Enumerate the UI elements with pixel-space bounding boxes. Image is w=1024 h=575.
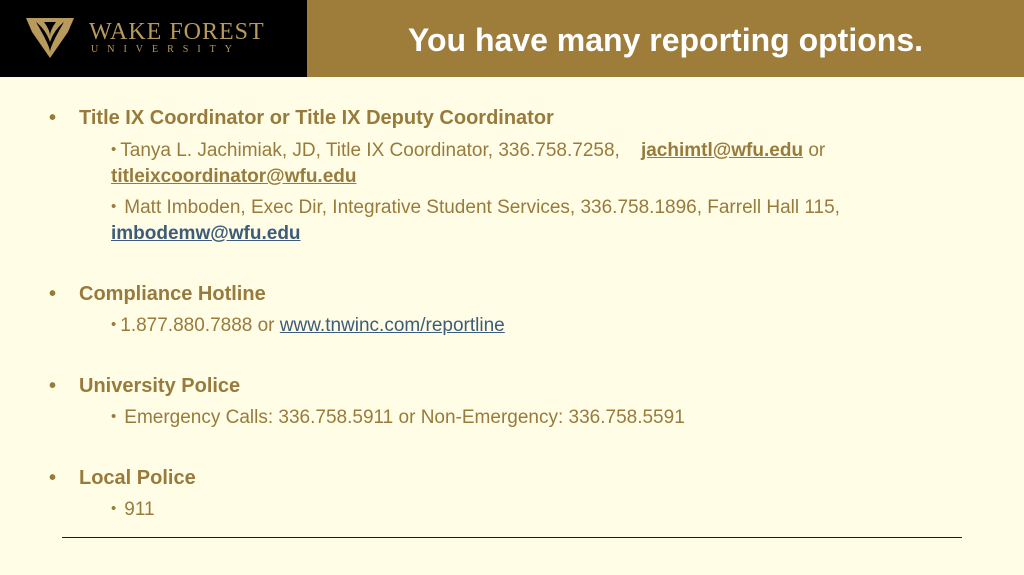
section-heading-local-police: • Local Police	[49, 467, 196, 489]
title-bar	[307, 0, 1024, 77]
email-link-imbodemw[interactable]: imbodemw@wfu.edu	[111, 223, 301, 244]
bullet-icon: •	[111, 408, 117, 425]
logo-wordmark: WAKE FOREST	[89, 19, 265, 45]
bullet-icon: •	[49, 375, 57, 397]
section-heading-compliance: • Compliance Hotline	[49, 283, 266, 305]
list-item: • Tanya L. Jachimiak, JD, Title IX Coordinator, 336.758.7258, jachimtl@wfu.edu or titleixcoordinator@wfu.edu	[111, 140, 826, 187]
email-link-titleix[interactable]: titleixcoordinator@wfu.edu	[111, 166, 357, 187]
bullet-icon: •	[111, 141, 117, 158]
bullet-icon: •	[49, 107, 57, 129]
slide-title: You have many reporting options.	[407, 22, 923, 58]
bullet-icon: •	[111, 316, 117, 333]
list-item: • 1.877.880.7888 or www.tnwinc.com/reportline	[111, 315, 505, 336]
bullet-icon: •	[111, 500, 117, 517]
list-item: • Matt Imboden, Exec Dir, Integrative Student Services, 336.758.1896, Farrell Hall 115, imbodemw@wfu.edu	[111, 197, 840, 244]
logo-subtext: UNIVERSITY	[91, 44, 241, 55]
email-link-jachimtl[interactable]: jachimtl@wfu.edu	[640, 140, 804, 161]
logo	[0, 0, 307, 77]
section-heading-university-police: • University Police	[49, 375, 241, 397]
bullet-icon: •	[111, 198, 117, 215]
section-heading-title-ix: • Title IX Coordinator or Title IX Deputy Coordinator	[49, 107, 554, 129]
footer-divider	[62, 537, 962, 538]
bullet-icon: •	[49, 283, 57, 305]
list-item: • Emergency Calls: 336.758.5911 or Non-Emergency: 336.758.5591	[111, 407, 685, 428]
slide-header	[0, 0, 1024, 77]
reportline-link[interactable]: www.tnwinc.com/reportline	[279, 315, 505, 336]
list-item: • 911	[111, 499, 155, 520]
bullet-icon: •	[49, 467, 57, 489]
wake-forest-shield-icon	[24, 16, 76, 58]
